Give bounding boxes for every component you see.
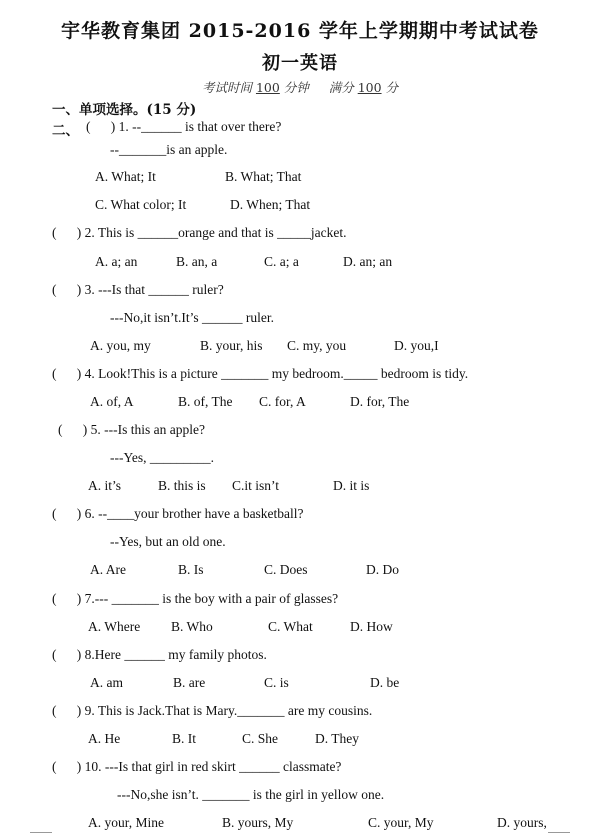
question-subline: ---Yes, _________.: [110, 450, 215, 465]
option: A. am: [90, 675, 123, 690]
option: C. What: [268, 619, 313, 634]
option: D. Do: [366, 562, 399, 577]
option: C. She: [242, 731, 279, 746]
exam-subtitle: 初一英语: [262, 53, 338, 74]
option: D. an; an: [343, 254, 393, 269]
option: C. What color; It: [95, 197, 187, 212]
option: C.it isn’t: [232, 478, 280, 493]
option: B. are: [173, 675, 206, 690]
page-corner-mark-right: [548, 832, 570, 833]
question-subline: ---No,she isn’t. _______ is the girl in yellow one.: [117, 787, 385, 802]
option: D. When; That: [230, 197, 311, 212]
question-stem: ( ) 9. This is Jack.That is Mary._______ are my cousins.: [52, 703, 373, 718]
question-stem: ( ) 5. ---Is this an apple?: [58, 422, 205, 437]
section-heading: 一、单项选择。(15 分): [52, 102, 197, 118]
option: A. your, Mine: [88, 815, 164, 830]
question-stem: ( ) 1. --______ is that over there?: [86, 119, 282, 134]
option: D. be: [370, 675, 400, 690]
option: B. What; That: [225, 169, 302, 184]
question-stem: ( ) 6. --____your brother have a basketball?: [52, 506, 304, 521]
option: A. Are: [90, 562, 126, 577]
option: A. Where: [88, 619, 141, 634]
option: B. Is: [178, 562, 204, 577]
option: B. yours, My: [222, 815, 294, 830]
question-subline: --_______is an apple.: [110, 142, 228, 157]
question-stem: ( ) 3. ---Is that ______ ruler?: [52, 282, 224, 297]
time-unit: 分钟: [283, 80, 309, 95]
score-unit: 分: [385, 80, 399, 95]
option: D. yours,: [497, 815, 547, 830]
page-corner-mark-left: [30, 832, 52, 833]
option: B. an, a: [176, 254, 218, 269]
question-stem: ( ) 7.--- _______ is the boy with a pair of glasses?: [52, 591, 339, 606]
option: B. of, The: [178, 394, 233, 409]
score-value: 100: [357, 80, 382, 95]
question-subline: --Yes, but an old one.: [110, 534, 226, 549]
option: A. of, A: [90, 394, 134, 409]
option: B. It: [172, 731, 197, 746]
option: D. for, The: [350, 394, 410, 409]
question-stem: ( ) 2. This is ______orange and that is _____jacket.: [52, 225, 347, 240]
score-label: 满分: [328, 80, 354, 95]
option: C. my, you: [287, 338, 347, 353]
option: D. it is: [333, 478, 370, 493]
option: C. Does: [264, 562, 308, 577]
exam-title: 宇华教育集团 2015-2016 学年上学期期中考试试卷: [61, 20, 539, 42]
time-label: 考试时间: [201, 80, 252, 95]
question-stem: ( ) 4. Look!This is a picture _______ my bedroom._____ bedroom is tidy.: [52, 366, 469, 381]
question-subline: ---No,it isn’t.It’s ______ ruler.: [110, 310, 274, 325]
option: B. this is: [158, 478, 206, 493]
section-prefix: 二、: [52, 123, 79, 139]
option: B. your, his: [200, 338, 263, 353]
option: D. you,I: [394, 338, 439, 353]
option: A. you, my: [90, 338, 151, 353]
exam-info: [0, 78, 600, 96]
option: A. He: [88, 731, 121, 746]
option: B. Who: [171, 619, 213, 634]
option: D. They: [315, 731, 359, 746]
option: A. a; an: [95, 254, 138, 269]
option: A. What; It: [95, 169, 156, 184]
question-stem: ( ) 10. ---Is that girl in red skirt ______ classmate?: [52, 759, 342, 774]
option: C. a; a: [264, 254, 299, 269]
option: C. is: [264, 675, 289, 690]
option: C. your, My: [368, 815, 434, 830]
question-stem: ( ) 8.Here ______ my family photos.: [52, 647, 267, 662]
time-value: 100: [255, 80, 280, 95]
option: D. How: [350, 619, 393, 634]
option: C. for, A: [259, 394, 306, 409]
option: A. it’s: [88, 478, 122, 493]
